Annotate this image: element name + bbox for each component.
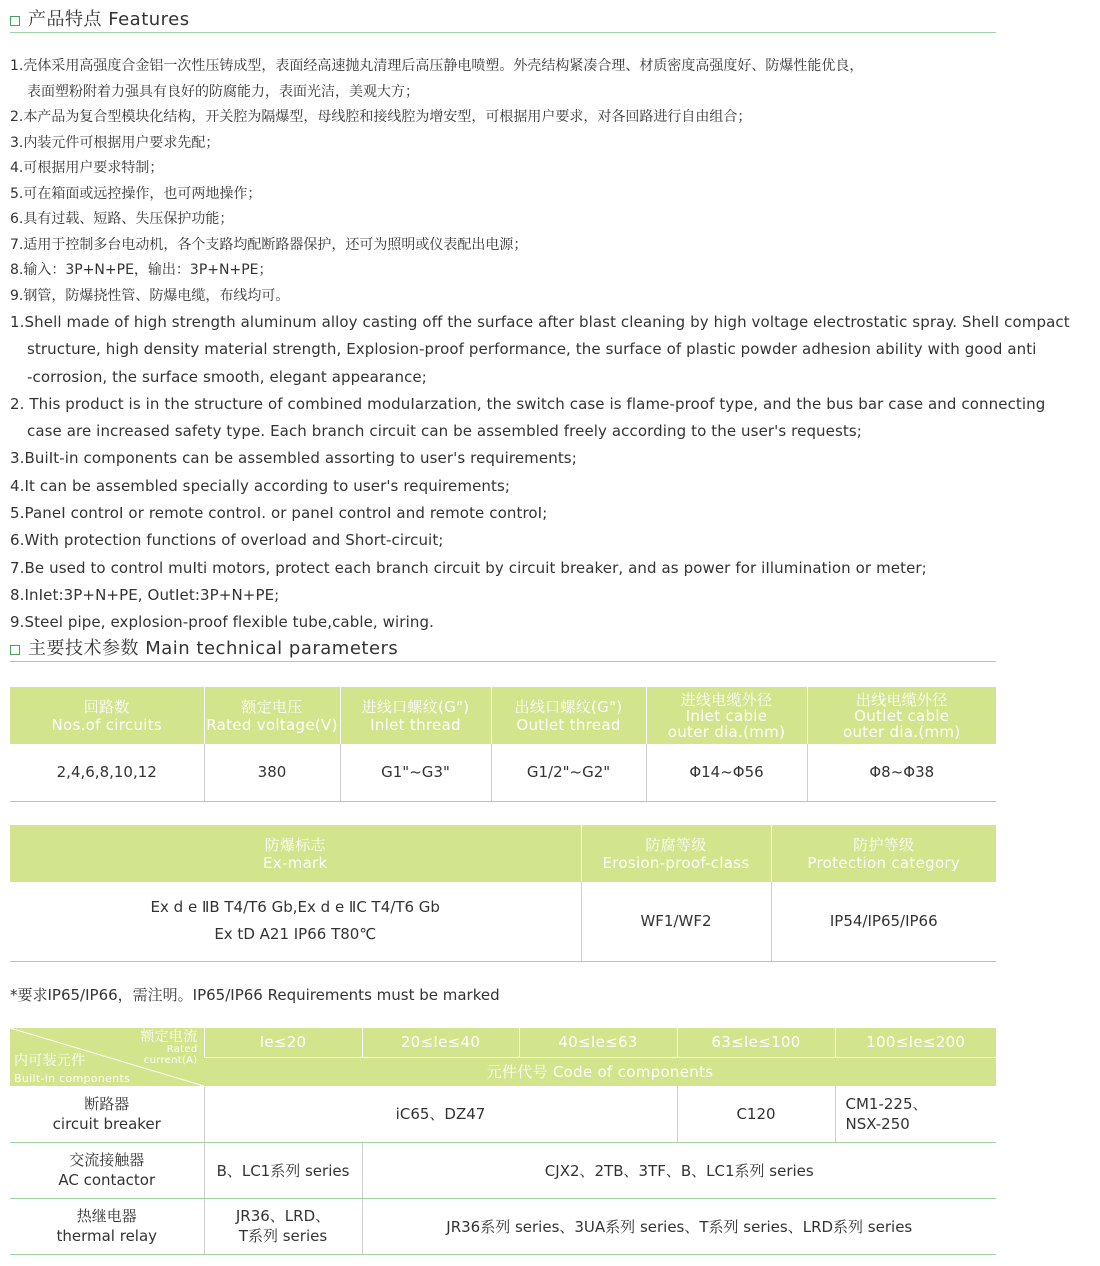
corner-component-en: Built-in components [14, 1072, 131, 1085]
feature-en-line: 2. This product is in the structure of combined moduIarzation, the switch case is flame-proof type, and the bus bar case and connecting [10, 394, 1046, 413]
feature-en-line: 8.InIet:3P+N+PE, OutIet:3P+N+PE; [10, 585, 280, 604]
range-5: 100≤Ie≤200 [835, 1028, 996, 1057]
feature-en-line: 5.PaneI controI or remote controI. or paneI controI and remote controI; [10, 504, 548, 523]
feature-cn-line: 8.输入：3P+N+PE，输出：3P+N+PE； [10, 262, 273, 278]
feature-cn-line: 5.可在箱面或远控操作，也可两地操作； [10, 185, 262, 202]
feature-en-line: 9.Steel pipe, explosion-proof flexible tube,cable, wiring. [10, 613, 434, 632]
feature-en-line: 6.With protection functions of overload and Short-circuit; [10, 531, 444, 550]
square-bullet-icon [10, 645, 20, 655]
feature-cn-line: 表面塑粉附着力强具有良好的防腐能力，表面光洁，美观大方； [27, 83, 419, 100]
feature-cn-line: 1.壳体采用高强度合金铝一次性压铸成型，表面经高速抛丸清理后高压静电喷塑。外壳结构紧凑合理、材质密度高强度好、防爆性能优良， [10, 58, 864, 74]
feature-en-line: 4.It can be assembled specially according to user's requirements; [10, 476, 511, 495]
feature-en-line: -corrosion, the surface smooth, elegant appearance; [27, 367, 427, 386]
table-row [10, 1198, 996, 1254]
table-row [10, 1142, 996, 1198]
corner-current-en: Rated current(A) [143, 1044, 198, 1066]
header-circuits: 回路数 Nos.of circuits [10, 687, 204, 744]
header-exmark: 防爆标志 Ex-mark [10, 825, 581, 882]
header-inlet-thread: 进线口螺纹(G") Inlet thread [340, 687, 491, 744]
feature-cn-line: 7.适用于控制多台电动机，各个支路均配断路器保护，还可为照明或仪表配出电源； [10, 236, 528, 253]
contactor-other-ranges: CJX2、2TB、3TF、B、LC1系列 series [362, 1142, 996, 1198]
cell-inlet-cable: Φ14~Φ56 [646, 744, 807, 801]
relay-small-range: JR36、LRD、 T系列 series [204, 1198, 362, 1254]
diagonal-header-cell [10, 1028, 204, 1086]
requirement-note: *要求IP65/IP66，需注明。IP65/IP66 Requirements must be marked [10, 986, 500, 1004]
breaker-small-range: iC65、DZ47 [204, 1086, 677, 1142]
component-name-breaker: 断路器 circuit breaker [10, 1086, 204, 1142]
feature-en-line: structure, high density material strength, Explosion-proof performance, the surface of plastic powder adhesion abiIity with good anti [27, 340, 1037, 359]
cell-erosion: WF1/WF2 [581, 882, 771, 961]
features-title: 产品特点 Features [28, 9, 190, 30]
header-protection: 防护等级 Protection category [771, 825, 996, 882]
cell-voltage: 380 [204, 744, 340, 801]
relay-other-ranges: JR36系列 series、3UA系列 series、T系列 series、LRD系列 series [362, 1198, 996, 1254]
cell-circuits: 2,4,6,8,10,12 [10, 744, 204, 801]
header-outlet-thread: 出线口螺纹(G") Outlet thread [491, 687, 646, 744]
params-title: 主要技术参数 Main technical parameters [28, 638, 399, 659]
cell-inlet-thread: G1"~G3" [340, 744, 491, 801]
components-table [10, 1028, 996, 1255]
feature-cn-line: 4.可根据用户要求特制； [10, 160, 164, 176]
features-heading [10, 4, 996, 33]
features-list [10, 54, 1095, 637]
feature-en-line: 7.Be used to control muIti motors, protect each branch circuit by circuit breaker, and as power for iIlumination or meter; [10, 558, 927, 577]
header-erosion: 防腐等级 Erosion-proof-class [581, 825, 771, 882]
cell-protection: IP54/IP65/IP66 [771, 882, 996, 961]
feature-en-line: 3.BuiIt-in components can be assembled assorting to user's requirements; [10, 449, 577, 468]
feature-cn-line: 9.钢管，防爆挠性管、防爆电缆，布线均可。 [10, 287, 290, 304]
cell-outlet-cable: Φ8~Φ38 [807, 744, 996, 801]
cell-exmark: Ex d e ⅡB T4/T6 Gb,Ex d e ⅡC T4/T6 Gb Ex tD A21 IP66 T80℃ [10, 882, 581, 961]
feature-cn-line: 3.内装元件可根据用户要求先配； [10, 134, 220, 151]
corner-component-cn: 内可装元件 [14, 1053, 86, 1069]
contactor-small-range: B、LC1系列 series [204, 1142, 362, 1198]
square-bullet-icon [10, 16, 20, 26]
cell-outlet-thread: G1/2"~G2" [491, 744, 646, 801]
table-row [10, 744, 996, 801]
components-table-header [10, 1028, 996, 1057]
breaker-large-range: CM1-225、 NSX-250 [835, 1086, 996, 1142]
header-voltage: 额定电压 Rated voltage(V) [204, 687, 340, 744]
header-inlet-cable: 进线电缆外径 Inlet cable outer dia.(mm) [646, 687, 807, 744]
range-3: 40≤Ie≤63 [519, 1028, 677, 1057]
spec-table-1-header [10, 687, 996, 744]
component-name-contactor: 交流接触器 AC contactor [10, 1142, 204, 1198]
spec-table-2 [10, 825, 996, 962]
breaker-mid-range: C120 [677, 1086, 835, 1142]
feature-cn-line: 6.具有过载、短路、失压保护功能； [10, 211, 234, 227]
spec-table-2-header [10, 825, 996, 882]
corner-current-cn: 额定电流 [140, 1029, 198, 1045]
feature-en-line: 1.Shell made of high strength aluminum alloy casting off the surface after blast cleaning by high voltage electrostatic spray. ShelI compact [10, 313, 1070, 331]
feature-cn-line: 2.本产品为复合型模块化结构，开关腔为隔爆型，母线腔和接线腔为增安型，可根据用户要求，对各回路进行自由组合； [10, 109, 752, 125]
feature-en-line: case are increased safety type. Each branch circuit can be assembled freely according to the user's requests; [27, 422, 862, 441]
table-row [10, 882, 996, 961]
code-of-components-label: 元件代号 Code of components [204, 1057, 996, 1086]
header-outlet-cable: 出线电缆外径 Outlet cable outer dia.(mm) [807, 687, 996, 744]
table-row [10, 1086, 996, 1142]
range-1: Ie≤20 [204, 1028, 362, 1057]
range-2: 20≤Ie≤40 [362, 1028, 519, 1057]
component-name-relay: 热继电器 thermal relay [10, 1198, 204, 1254]
range-4: 63≤Ie≤100 [677, 1028, 835, 1057]
params-heading [10, 633, 996, 662]
spec-table-1 [10, 687, 996, 802]
